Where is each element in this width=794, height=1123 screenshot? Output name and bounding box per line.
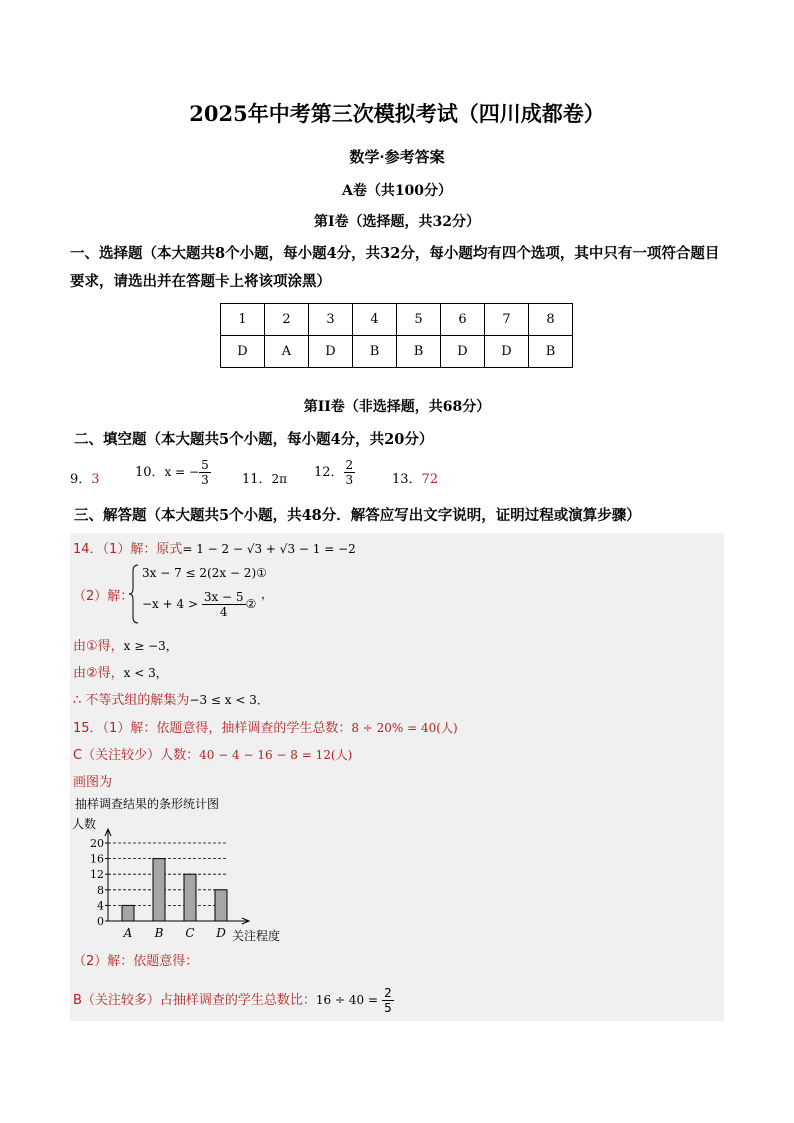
answer-q13 <box>392 468 438 487</box>
y-tick-label: 20 <box>90 837 104 850</box>
q14-conclusion-math: −3 ≤ x < 3． <box>189 693 269 707</box>
q14-comma: ， <box>261 587 274 601</box>
bar-A <box>122 905 134 921</box>
q14-eq2 <box>142 590 256 619</box>
q15-b-math: 16 ÷ 40 = <box>315 993 379 1007</box>
q14-eq1: 3x − 7 ≤ 2(2x − 2)① <box>142 566 267 580</box>
part1-heading: 第I卷（选择题，共32分） <box>313 214 481 230</box>
x-tick-label: C <box>185 926 195 940</box>
bar-B <box>153 859 165 921</box>
section1-heading: 一、选择题（本大题共8个小题，每小题4分，共32分，每小题均有四个选项，其中只有一项符合题目要求，请选出并在答题卡上将该项涂黑） <box>70 245 720 290</box>
question-number-cell: 4 <box>353 304 397 336</box>
answer-cell: D <box>485 336 529 368</box>
q9-label: 9． <box>70 472 92 487</box>
q14-part1-math: = 1 − 2 − √3 + √3 − 1 = −2 <box>182 542 356 556</box>
q14-step2-math: x < 3， <box>123 666 168 680</box>
x-tick-label: A <box>123 926 133 940</box>
q14-step1-math: x ≥ −3， <box>123 639 178 653</box>
y-tick-label: 4 <box>97 899 104 913</box>
answer-cell: D <box>221 336 265 368</box>
answer-cell: A <box>265 336 309 368</box>
x-tick-label: B <box>154 926 164 940</box>
bar-C <box>184 874 196 921</box>
bar-D <box>215 890 227 921</box>
q14-part2-label-text: （2）解： <box>73 589 134 604</box>
q10-denominator: 3 <box>201 473 209 487</box>
q15-draw <box>73 771 112 790</box>
q15-draw-label: 画图为 <box>73 775 113 790</box>
y-axis-label: 人数 <box>72 817 97 831</box>
q14-eq2-tag: ② <box>245 597 257 611</box>
y-tick-label: 16 <box>90 852 104 866</box>
q14-step2 <box>73 662 168 681</box>
section2-heading: 二、填空题（本大题共5个小题，每小题4分，共20分） <box>74 431 434 448</box>
q13-label: 13． <box>392 472 422 487</box>
answer-cell: D <box>309 336 353 368</box>
q15-c-count <box>73 744 352 763</box>
q14-inequality-system <box>128 563 278 625</box>
q11-value: 2π <box>271 472 288 486</box>
q15-b-numerator: 2 <box>384 986 392 1000</box>
bar-chart <box>70 812 300 944</box>
volume-a-heading: A卷（共100分） <box>341 183 453 199</box>
part2-heading: 第II卷（非选择题，共68分） <box>303 399 491 415</box>
q14-step2-label: 由②得， <box>73 666 124 681</box>
q15-part1-math: 8 ÷ 20% = 40(人) <box>351 721 458 735</box>
q12-denominator: 3 <box>345 473 354 487</box>
answer-table-number-row <box>221 304 573 336</box>
y-tick-label: 8 <box>97 883 104 897</box>
page-subtitle: 数学·参考答案 <box>349 148 445 166</box>
q15-b-ratio <box>73 986 394 1015</box>
answer-q9 <box>70 468 100 487</box>
q10-label: 10． <box>135 465 165 480</box>
y-tick-label: 12 <box>90 868 104 882</box>
q15-c-label: C（关注较少）人数： <box>73 748 200 763</box>
x-axis-label: 关注程度 <box>232 929 281 943</box>
q12-numerator: 2 <box>345 458 354 472</box>
answer-cell: B <box>397 336 441 368</box>
answer-q11 <box>242 468 287 487</box>
q15-part1 <box>73 717 458 736</box>
question-number-cell: 7 <box>485 304 529 336</box>
brace-icon <box>128 563 140 625</box>
page-title: 2025年中考第三次模拟考试（四川成都卷） <box>189 101 605 126</box>
answer-table-answer-row <box>221 336 573 368</box>
answer-cell: B <box>529 336 573 368</box>
q14-part1 <box>73 538 356 557</box>
q12-fraction <box>344 458 356 487</box>
x-tick-label: D <box>216 926 226 940</box>
chart-title: 抽样调查结果的条形统计图 <box>75 797 220 811</box>
q14-eq2-left: −x + 4 > <box>142 597 199 611</box>
section3-heading: 三、解答题（本大题共5个小题，共48分．解答应写出文字说明，证明过程或演算步骤） <box>74 507 641 524</box>
q15-part2-label: （2）解：依题意得： <box>73 954 199 969</box>
q14-part1-label: 14．（1）解：原式 <box>73 542 183 557</box>
answer-table <box>220 303 573 368</box>
q14-conclusion-label: ∴ 不等式组的解集为 <box>73 693 190 708</box>
q15-b-fraction <box>382 986 394 1015</box>
q10-prefix: x = − <box>164 465 200 479</box>
q14-step1-label: 由①得， <box>73 639 124 654</box>
q15-c-math: 40 − 4 − 16 − 8 = 12(人) <box>199 748 353 762</box>
y-tick-label: 0 <box>97 915 104 928</box>
question-number-cell: 2 <box>265 304 309 336</box>
q14-eq2-numerator: 3x − 5 <box>203 590 244 604</box>
question-number-cell: 8 <box>529 304 573 336</box>
q14-eq2-fraction <box>202 590 246 619</box>
q15-part1-label: 15．（1）解：依题意得，抽样调查的学生总数： <box>73 721 352 736</box>
question-number-cell: 6 <box>441 304 485 336</box>
question-number-cell: 5 <box>397 304 441 336</box>
answer-cell: D <box>441 336 485 368</box>
q14-eq2-denominator: 4 <box>219 605 228 619</box>
answer-q10 <box>135 458 211 487</box>
q15-b-label: B（关注较多）占抽样调查的学生总数比： <box>73 993 316 1008</box>
q9-value: 3 <box>91 472 100 487</box>
q15-part2 <box>73 950 198 969</box>
q15-b-denominator: 5 <box>384 1001 392 1015</box>
q14-step1 <box>73 635 178 654</box>
q10-numerator: 5 <box>201 458 209 472</box>
q12-label: 12． <box>314 465 344 480</box>
answer-cell: B <box>353 336 397 368</box>
q10-fraction <box>199 458 211 487</box>
answer-q12 <box>314 458 355 487</box>
q14-conclusion <box>73 689 269 708</box>
q11-label: 11． <box>242 472 272 487</box>
q14-part2-label <box>73 585 133 604</box>
question-number-cell: 3 <box>309 304 353 336</box>
question-number-cell: 1 <box>221 304 265 336</box>
q13-value: 72 <box>421 472 439 487</box>
